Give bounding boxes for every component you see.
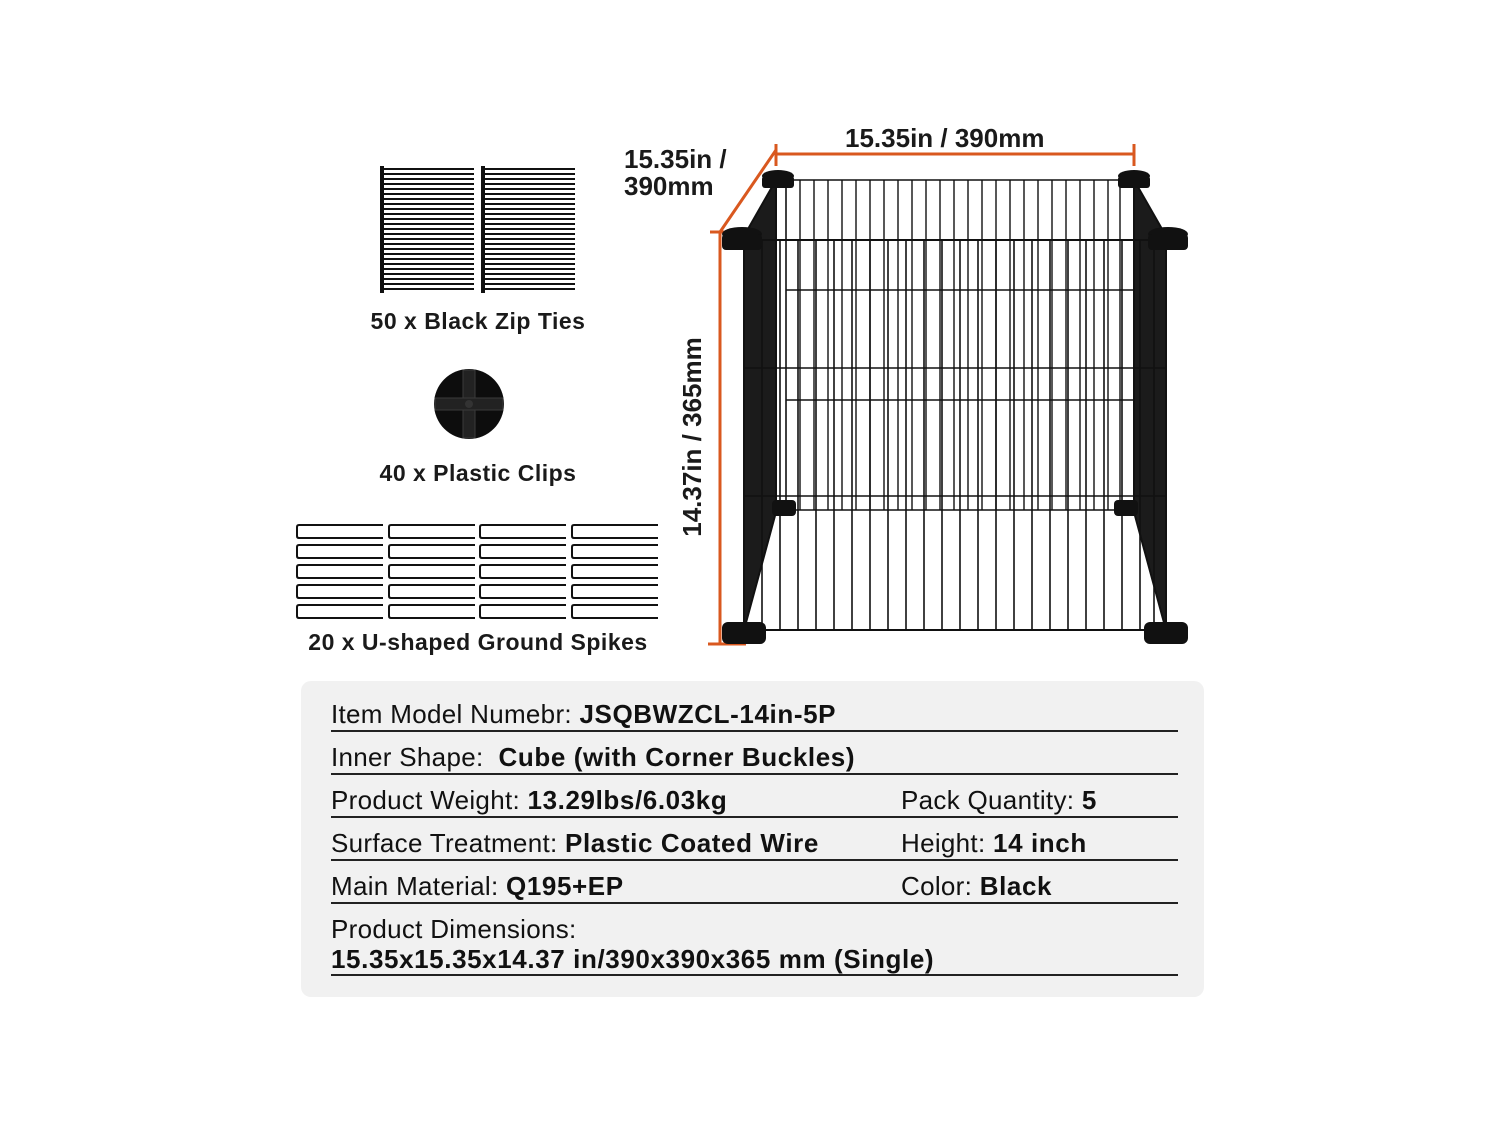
spec-label: Main Material:	[331, 871, 506, 901]
spec-row-surface-height	[331, 828, 1178, 861]
spec-label: Item Model Numebr:	[331, 699, 580, 729]
spec-label: Product Dimensions:	[331, 914, 577, 944]
depth-dimension-label-line2: 390mm	[624, 171, 714, 201]
specifications-panel	[301, 681, 1204, 997]
spec-value: 15.35x15.35x14.37 in/390x390x365 mm (Single)	[331, 944, 935, 974]
spec-value: Q195+EP	[506, 871, 624, 901]
spec-label: Inner Shape:	[331, 742, 499, 772]
spec-row-model	[331, 699, 1178, 732]
ground-spikes-icon	[295, 522, 661, 622]
width-dimension-label: 15.35in / 390mm	[845, 123, 1045, 153]
spec-value: 14 inch	[993, 828, 1087, 858]
spec-value: Cube (with Corner Buckles)	[498, 742, 856, 772]
plastic-clips-label: 40 x Plastic Clips	[379, 460, 577, 486]
spec-value: 5	[1081, 785, 1097, 815]
zip-ties-label: 50 x Black Zip Ties	[370, 308, 586, 334]
spec-label: Height:	[901, 828, 994, 858]
depth-dimension-label-line1: 15.35in /	[624, 144, 727, 174]
spec-value: Plastic Coated Wire	[565, 828, 819, 858]
spec-label: Product Weight:	[331, 785, 528, 815]
spec-value: 13.29lbs/6.03kg	[527, 785, 728, 815]
spec-value: JSQBWZCL-14in-5P	[579, 699, 837, 729]
spec-label: Color:	[901, 871, 980, 901]
spec-pack-quantity	[901, 785, 1097, 815]
spec-label: Pack Quantity:	[901, 785, 1082, 815]
spec-value: Black	[979, 871, 1053, 901]
spec-color	[901, 871, 1052, 901]
pet-playpen-illustration	[700, 140, 1200, 660]
spec-height	[901, 828, 1087, 858]
spec-row-inner-shape	[331, 742, 1178, 775]
spec-label: Surface Treatment:	[331, 828, 566, 858]
zip-ties-icon	[380, 166, 576, 294]
ground-spikes-label: 20 x U-shaped Ground Spikes	[308, 629, 648, 655]
spec-row-weight-pack	[331, 785, 1178, 818]
height-dimension-label: 14.37in / 365mm	[677, 337, 707, 537]
spec-row-material-color	[331, 871, 1178, 904]
spec-row-dimensions	[331, 914, 1178, 976]
plastic-clip-icon	[433, 368, 505, 440]
